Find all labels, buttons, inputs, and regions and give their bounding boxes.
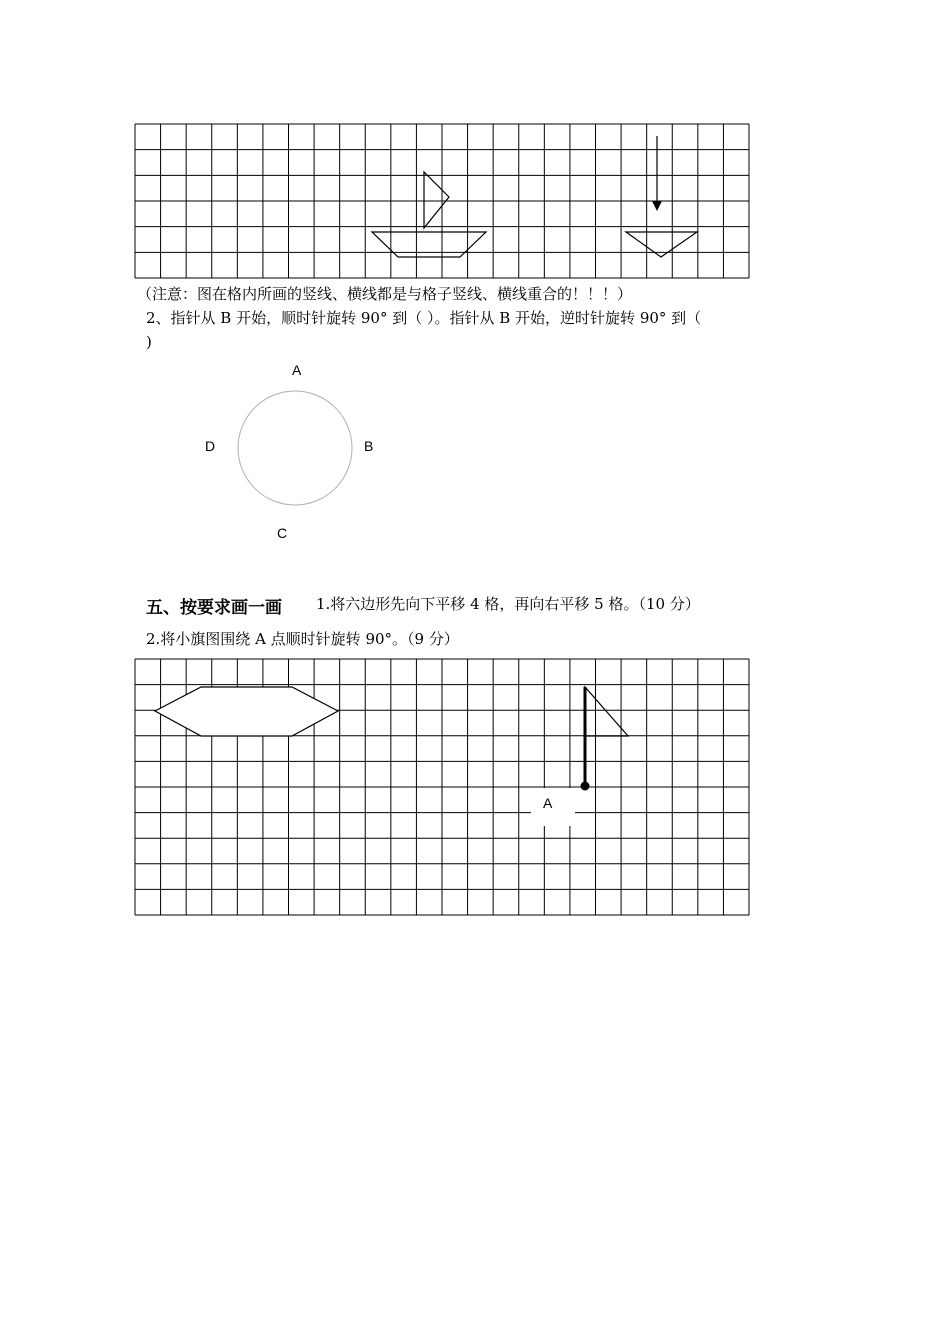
dial-label-a: A [292, 362, 302, 378]
question-2-line-1: 2、指针从 B 开始，顺时针旋转 90° 到（ ）。指针从 B 开始，逆时针旋转 90° 到（ [146, 309, 702, 327]
hexagon [155, 687, 338, 736]
section-5-task-2: 2.将小旗图围绕 A 点顺时针旋转 90°。（9 分） [146, 630, 459, 648]
grid-note: （注意：图在格内所画的竖线、横线都是与格子竖线、横线重合的！！！） [137, 285, 633, 303]
dial-label-c: C [277, 525, 288, 541]
section-5-task-1: 1.将六边形先向下平移 4 格，再向右平移 5 格。（10 分） [316, 595, 700, 613]
question-2-line-2: ) [146, 333, 152, 351]
dial-label-b: B [364, 438, 374, 454]
point-label-backdrop [531, 788, 575, 826]
pivot-point-a [581, 782, 590, 791]
dial-label-d: D [205, 438, 216, 454]
section-5-heading: 五、按要求画一画 [146, 598, 282, 618]
point-label-a: A [543, 795, 553, 811]
